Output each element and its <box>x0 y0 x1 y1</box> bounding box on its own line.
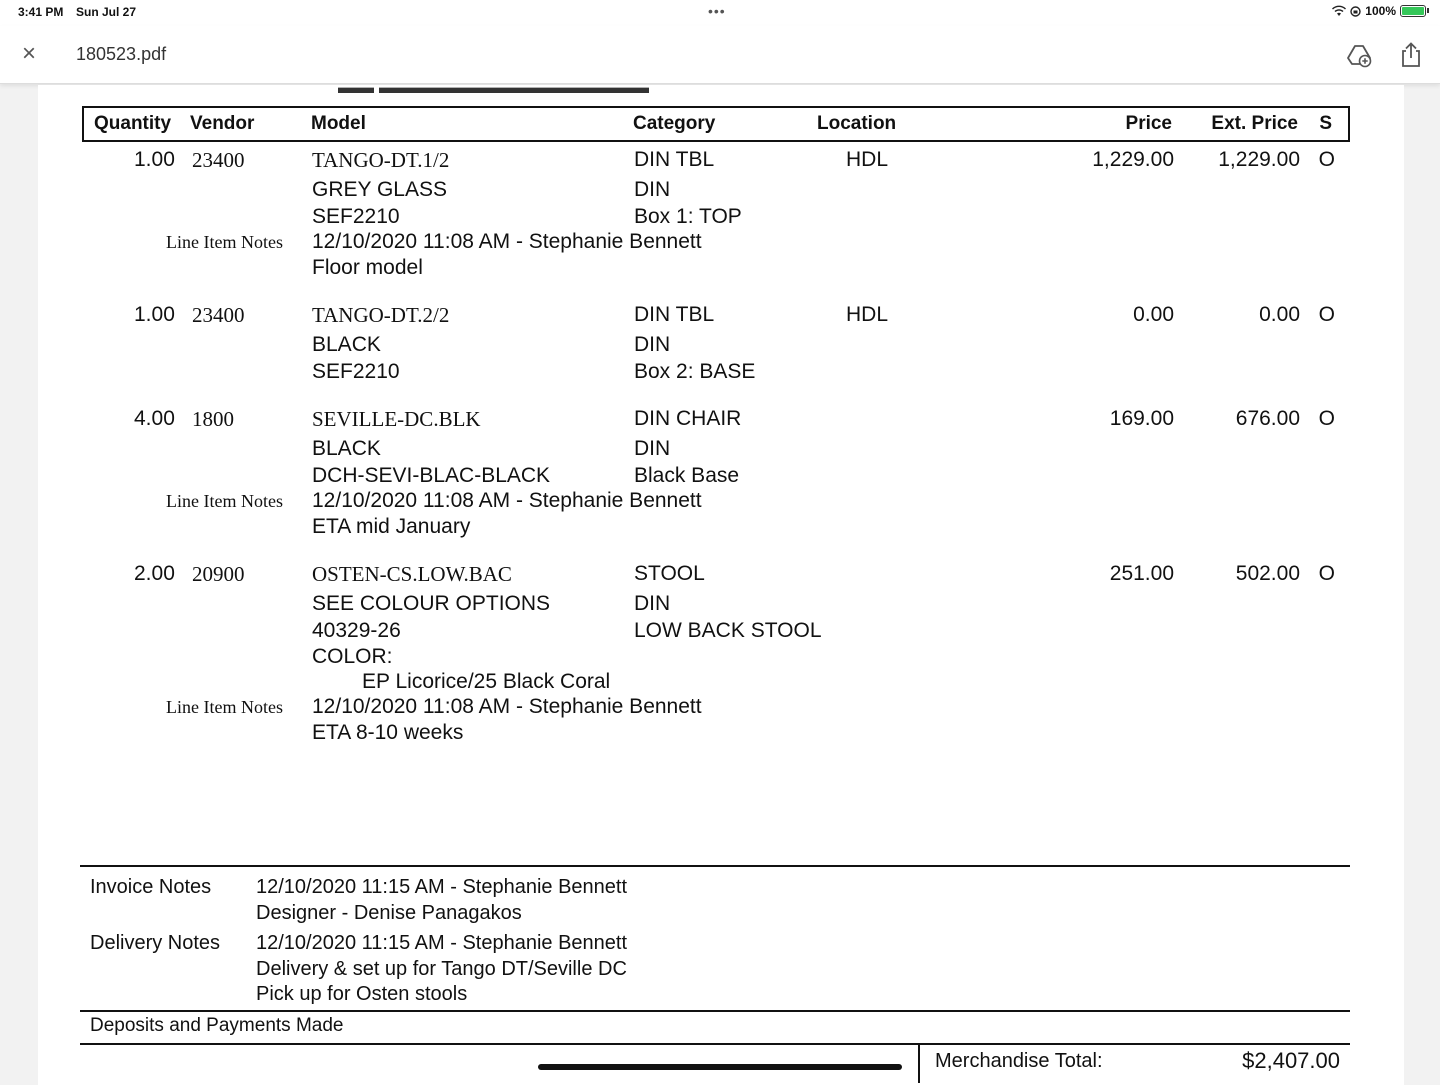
line-item-note-timestamp: 12/10/2020 11:08 AM - Stephanie Bennett <box>312 230 702 253</box>
item-quantity: 1.00 <box>134 303 175 326</box>
header-price: Price <box>1125 113 1172 134</box>
item-sku: 40329-26 <box>312 619 401 642</box>
item-vendor: 23400 <box>192 148 245 172</box>
share-icon[interactable] <box>1396 40 1426 70</box>
battery-icon <box>1400 5 1426 17</box>
item-box: Box 1: TOP <box>634 205 742 228</box>
delivery-note-text: Delivery & set up for Tango DT/Seville DC <box>256 958 627 980</box>
home-indicator[interactable] <box>538 1064 902 1070</box>
item-category: DIN CHAIR <box>634 407 742 430</box>
drive-add-icon[interactable] <box>1344 40 1374 70</box>
item-box: Box 2: BASE <box>634 360 756 383</box>
delivery-note-text-2: Pick up for Osten stools <box>256 983 468 1005</box>
item-color: SEE COLOUR OPTIONS <box>312 592 551 615</box>
item-sku: SEF2210 <box>312 360 400 383</box>
line-item-notes-label: Line Item Notes <box>166 491 283 511</box>
item-subcategory: DIN <box>634 592 671 615</box>
document-title: 180523.pdf <box>76 44 167 64</box>
item-vendor: 1800 <box>192 407 234 431</box>
item-ext-price: 502.00 <box>1235 562 1300 585</box>
header-category: Category <box>633 113 716 134</box>
item-model: TANGO-DT.1/2 <box>312 148 450 172</box>
item-quantity: 1.00 <box>134 148 175 171</box>
merchandise-total-value: $2,407.00 <box>1242 1048 1340 1073</box>
item-model: TANGO-DT.2/2 <box>312 303 450 327</box>
item-color-label: COLOR: <box>312 645 393 668</box>
item-subcategory: DIN <box>634 437 671 460</box>
item-model: SEVILLE-DC.BLK <box>312 407 481 431</box>
item-category: DIN TBL <box>634 148 715 171</box>
divider <box>80 865 1350 867</box>
status-indicators <box>1332 4 1426 18</box>
item-location: HDL <box>846 148 889 171</box>
item-color: GREY GLASS <box>312 178 448 201</box>
status-bar <box>0 0 1440 26</box>
item-category: STOOL <box>634 562 705 585</box>
status-date: Sun Jul 27 <box>76 5 137 19</box>
item-sku: SEF2210 <box>312 205 400 228</box>
item-color-value: EP Licorice/25 Black Coral <box>362 670 611 693</box>
header-model: Model <box>311 113 366 134</box>
item-ext-price: 1,229.00 <box>1218 148 1300 171</box>
item-ext-price: 676.00 <box>1235 407 1300 430</box>
item-category: DIN TBL <box>634 303 715 326</box>
viewer-toolbar <box>0 26 1440 84</box>
item-price: 169.00 <box>1109 407 1174 430</box>
header-status: S <box>1319 113 1332 134</box>
item-vendor: 20900 <box>192 562 245 586</box>
item-price: 251.00 <box>1109 562 1174 585</box>
multitasking-dots-icon[interactable]: ••• <box>708 3 726 19</box>
deposits-label: Deposits and Payments Made <box>90 1015 344 1036</box>
pdf-page[interactable] <box>38 77 1404 1085</box>
item-base: Black Base <box>634 464 740 487</box>
item-quantity: 4.00 <box>134 407 175 430</box>
table-header <box>82 106 1350 142</box>
invoice-note-timestamp: 12/10/2020 11:15 AM - Stephanie Bennett <box>256 876 628 898</box>
status-time: 3:41 PM <box>18 5 64 19</box>
item-color: BLACK <box>312 437 381 460</box>
delivery-note-timestamp: 12/10/2020 11:15 AM - Stephanie Bennett <box>256 932 628 954</box>
line-item-note-text: Floor model <box>312 256 423 279</box>
item-color: BLACK <box>312 333 381 356</box>
item-location: HDL <box>846 303 889 326</box>
divider <box>918 1043 920 1083</box>
cut-off-text-fragment: ▬▬ ▬▬▬▬▬▬▬▬▬▬▬▬▬▬▬ <box>338 77 650 97</box>
item-price: 1,229.00 <box>1092 148 1174 171</box>
header-vendor: Vendor <box>190 113 255 134</box>
item-status: O <box>1318 407 1335 430</box>
item-subcategory: DIN <box>634 333 671 356</box>
item-ext-price: 0.00 <box>1259 303 1300 326</box>
invoice-notes-label: Invoice Notes <box>90 876 212 898</box>
invoice-note-text: Designer - Denise Panagakos <box>256 902 522 924</box>
item-style: LOW BACK STOOL <box>634 619 822 642</box>
table-row <box>82 303 1350 393</box>
battery-percent: 100% <box>1365 4 1396 18</box>
divider <box>80 1043 1350 1045</box>
item-vendor: 23400 <box>192 303 245 327</box>
item-status: O <box>1318 148 1335 171</box>
orientation-lock-icon <box>1350 6 1361 17</box>
line-item-note-text: ETA 8-10 weeks <box>312 721 464 744</box>
item-model: OSTEN-CS.LOW.BAC <box>312 562 512 586</box>
merchandise-total-label: Merchandise Total: <box>935 1050 1103 1072</box>
item-price: 0.00 <box>1133 303 1174 326</box>
line-item-note-timestamp: 12/10/2020 11:08 AM - Stephanie Bennett <box>312 489 702 512</box>
item-subcategory: DIN <box>634 178 671 201</box>
line-item-note-text: ETA mid January <box>312 515 471 538</box>
table-row <box>82 148 1350 288</box>
line-item-notes-label: Line Item Notes <box>166 697 283 717</box>
delivery-notes-label: Delivery Notes <box>90 932 221 954</box>
line-item-note-timestamp: 12/10/2020 11:08 AM - Stephanie Bennett <box>312 695 702 718</box>
table-row <box>82 407 1350 537</box>
table-row <box>82 562 1350 752</box>
close-icon[interactable]: × <box>21 40 36 67</box>
header-quantity: Quantity <box>94 113 172 134</box>
divider <box>80 1010 1350 1012</box>
item-quantity: 2.00 <box>134 562 175 585</box>
item-status: O <box>1318 303 1335 326</box>
header-location: Location <box>817 113 897 134</box>
header-ext-price: Ext. Price <box>1211 113 1298 134</box>
wifi-icon <box>1332 5 1346 17</box>
line-item-notes-label: Line Item Notes <box>166 232 283 252</box>
item-sku: DCH-SEVI-BLAC-BLACK <box>312 464 551 487</box>
item-status: O <box>1318 562 1335 585</box>
